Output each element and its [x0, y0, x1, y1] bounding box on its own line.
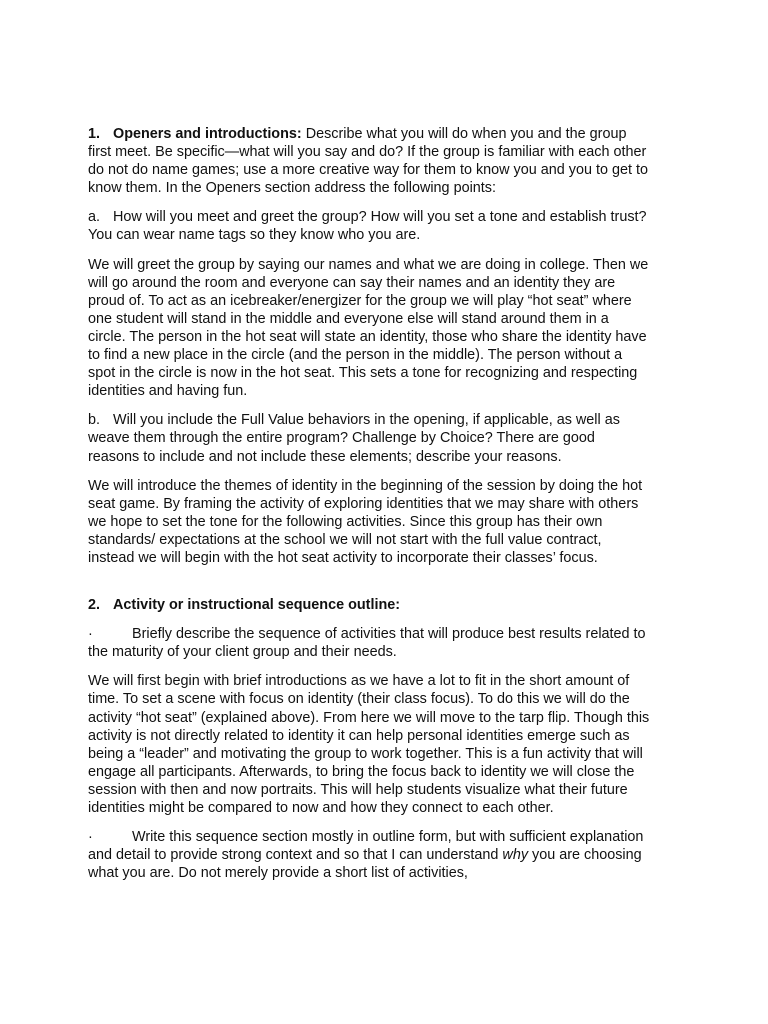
- section2-heading: Activity or instructional sequence outline:: [113, 597, 401, 614]
- section2-number: 2.: [88, 597, 101, 614]
- bullet-2-marker: ·: [88, 829, 93, 846]
- section1-paragraph: [88, 125, 650, 197]
- question-a-text: How will you meet and greet the group? How will you set a tone and establish trust? You can wear name tags so they know who you are.: [88, 209, 647, 244]
- bullet-2: [88, 828, 650, 882]
- section1-intro: Describe what you will do when you and the group first meet. Be specific—what will you say and do? If the group is familiar with each other do not do name games; use a more creative way for them to know you and you to get to know them. In the Openers section address the following points:: [88, 126, 648, 197]
- answer-b: We will introduce the themes of identity in the beginning of the session by doing the hot seat game. By framing the activity of exploring identities that we may share with others we hope to set the tone for the following activities. Since this group has their own standards/ expectations at the school we will not start with the full value contract, instead we will begin with the hot seat activity to incorporate their classes’ focus.: [88, 477, 643, 566]
- question-a: [88, 208, 650, 244]
- section1-number: 1.: [88, 126, 101, 142]
- bullet-2-text-before: Write this sequence section mostly in outline form, but with sufficient explanation and detail to provide strong context and so that I can understand: [88, 829, 644, 864]
- document-page: [88, 125, 650, 893]
- question-b-letter: b.: [88, 412, 101, 429]
- question-a-letter: a.: [88, 209, 101, 226]
- answer-a: We will greet the group by saying our names and what we are doing in college. Then we will go around the room and everyone can say their names and an identity they are proud of. To act as an icebreaker/energizer for the group we will play “hot seat” where one student will stand in the middle and everyone else will stand around them in a circle. The person in the hot seat will state an identity, those who share the identity have to find a new place in the circle (and the person in the middle). The person without a spot in the circle is now in the hot seat. This sets a tone for recognizing and respecting identities and having fun.: [88, 256, 649, 400]
- bullet-1: [88, 625, 650, 661]
- bullet-2-text-after: you are choosing what you are. Do not merely provide a short list of activities,: [88, 847, 642, 882]
- bullet-1-text: Briefly describe the sequence of activities that will produce best results related to the maturity of your client group and their needs.: [88, 626, 646, 661]
- answer-bullet-1: We will first begin with brief introductions as we have a lot to fit in the short amount of time. To set a scene with focus on identity (their class focus). To do this we will do the activity “hot seat” (explained above). From here we will move to the tarp flip. Though this activity is not directly related to identity it can help personal identities emerge such as being a “leader” and motivating the group to work together. This is a fun activity that will engage all participants. Afterwards, to bring the focus back to identity we will close the session with then and now portraits. This will help students visualize what their future identities might be compared to now and how they connect to each other.: [88, 673, 650, 816]
- section1-heading: Openers and introductions:: [113, 126, 302, 142]
- section-spacer: [88, 578, 650, 596]
- bullet-2-emphasis: why: [502, 847, 529, 864]
- question-b-text: Will you include the Full Value behaviors in the opening, if applicable, as well as weave them through the entire program? Challenge by Choice? There are good reasons to include and not include these elements; describe your reasons.: [88, 412, 620, 465]
- bullet-1-marker: ·: [88, 626, 93, 643]
- question-b: [88, 411, 650, 465]
- section2-heading-line: [88, 596, 650, 614]
